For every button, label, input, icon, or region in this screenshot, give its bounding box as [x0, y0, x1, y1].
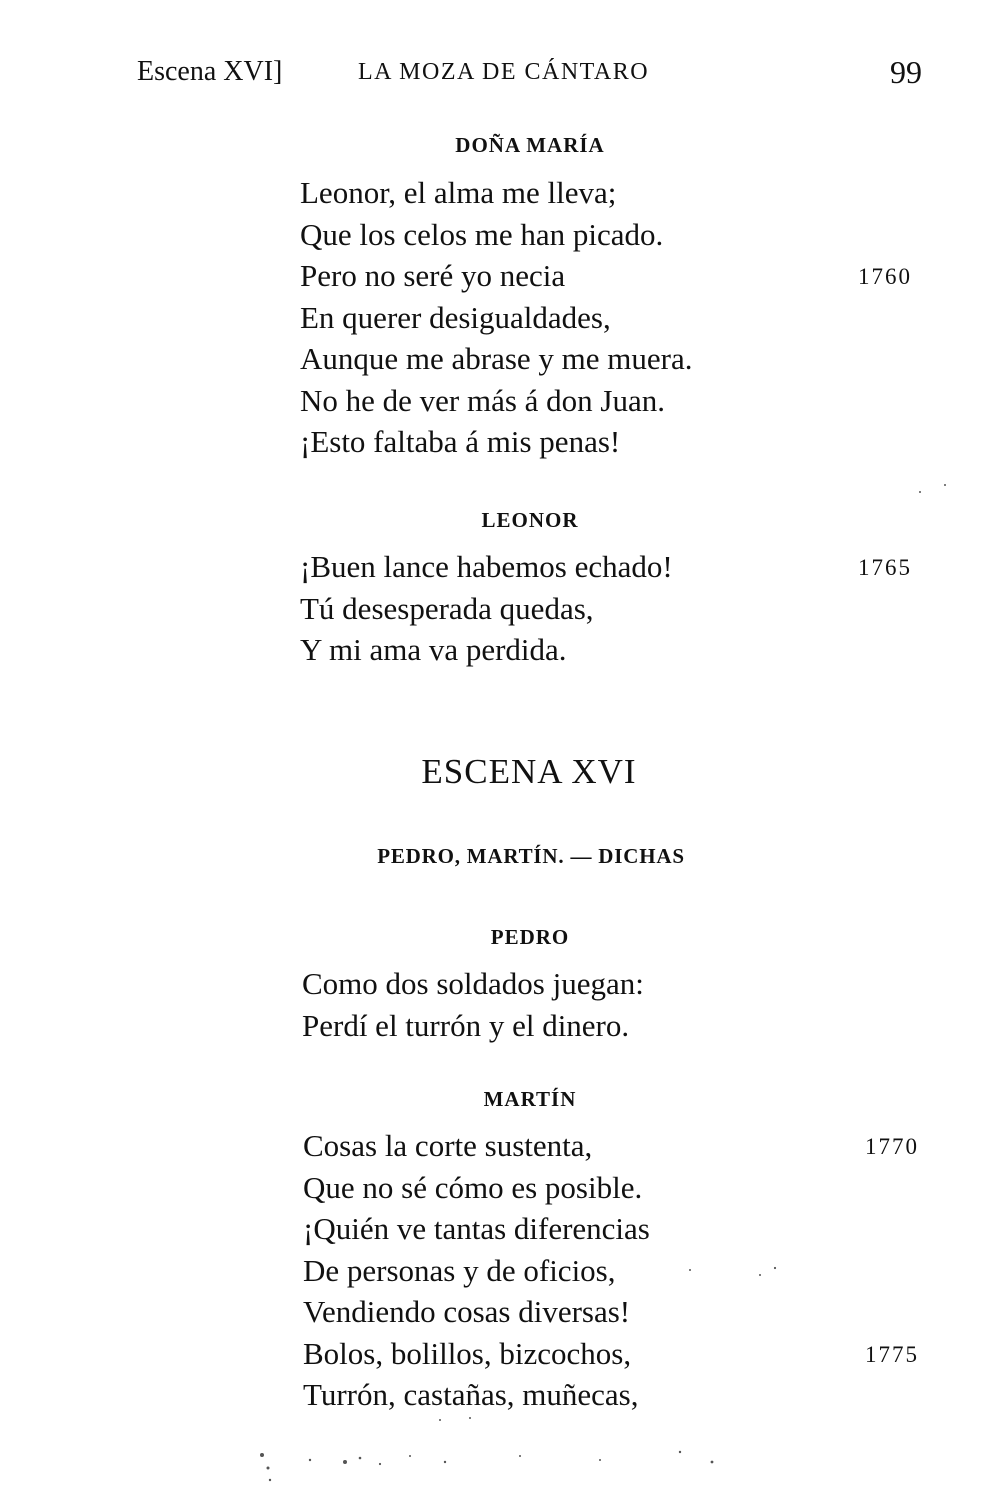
verse-text: Leonor, el alma me lleva; — [300, 175, 617, 210]
verse-text: Perdí el turrón y el dinero. — [302, 1007, 630, 1043]
verse-text: Vendiendo cosas diversas! — [303, 1294, 631, 1329]
line-number: 1760 — [858, 264, 912, 289]
scene-cast: PEDRO, MARTÍN. — DICHAS — [377, 844, 685, 868]
verse-text: Pero no seré yo necia — [300, 258, 566, 293]
speaker-heading: DOÑA MARÍA — [455, 133, 605, 157]
verse-text: En querer desigualdades, — [300, 299, 611, 335]
line-number: 1775 — [865, 1341, 919, 1367]
verse-text: De personas y de oficios, — [303, 1252, 616, 1288]
header-scene-ref: Escena XVI] — [137, 56, 283, 87]
verse-text: Y mi ama va perdida. — [300, 632, 567, 667]
verse-text: Bolos, bolillos, bizcochos, — [303, 1335, 632, 1371]
verse-text: Que no sé cómo es posible. — [303, 1169, 643, 1205]
line-number: 1765 — [858, 555, 912, 580]
speaker-heading: PEDRO — [490, 925, 570, 949]
verse-text: Turrón, castañas, muñecas, — [303, 1377, 639, 1412]
verse-text: ¡Quién ve tantas diferencias — [303, 1211, 650, 1246]
line-number: 1770 — [865, 1134, 919, 1159]
verse-text: Aunque me abrase y me muera. — [300, 341, 693, 376]
speaker-heading: LEONOR — [481, 508, 579, 532]
verse-text: Tú desesperada quedas, — [300, 590, 594, 626]
page-number: 99 — [890, 54, 922, 90]
verse-text: Como dos soldados juegan: — [302, 966, 644, 1001]
verse-text: Cosas la corte sustenta, — [303, 1128, 593, 1163]
verse-text: ¡Esto faltaba á mis penas! — [300, 424, 621, 459]
verse-text: Que los celos me han picado. — [300, 216, 664, 252]
scene-title: ESCENA XVI — [421, 752, 637, 791]
verse-text: No he de ver más á don Juan. — [300, 382, 666, 418]
speaker-heading: MARTÍN — [483, 1087, 577, 1111]
header-play-title: LA MOZA DE CÁNTARO — [358, 59, 650, 85]
verse-text: ¡Buen lance habemos echado! — [300, 549, 673, 584]
